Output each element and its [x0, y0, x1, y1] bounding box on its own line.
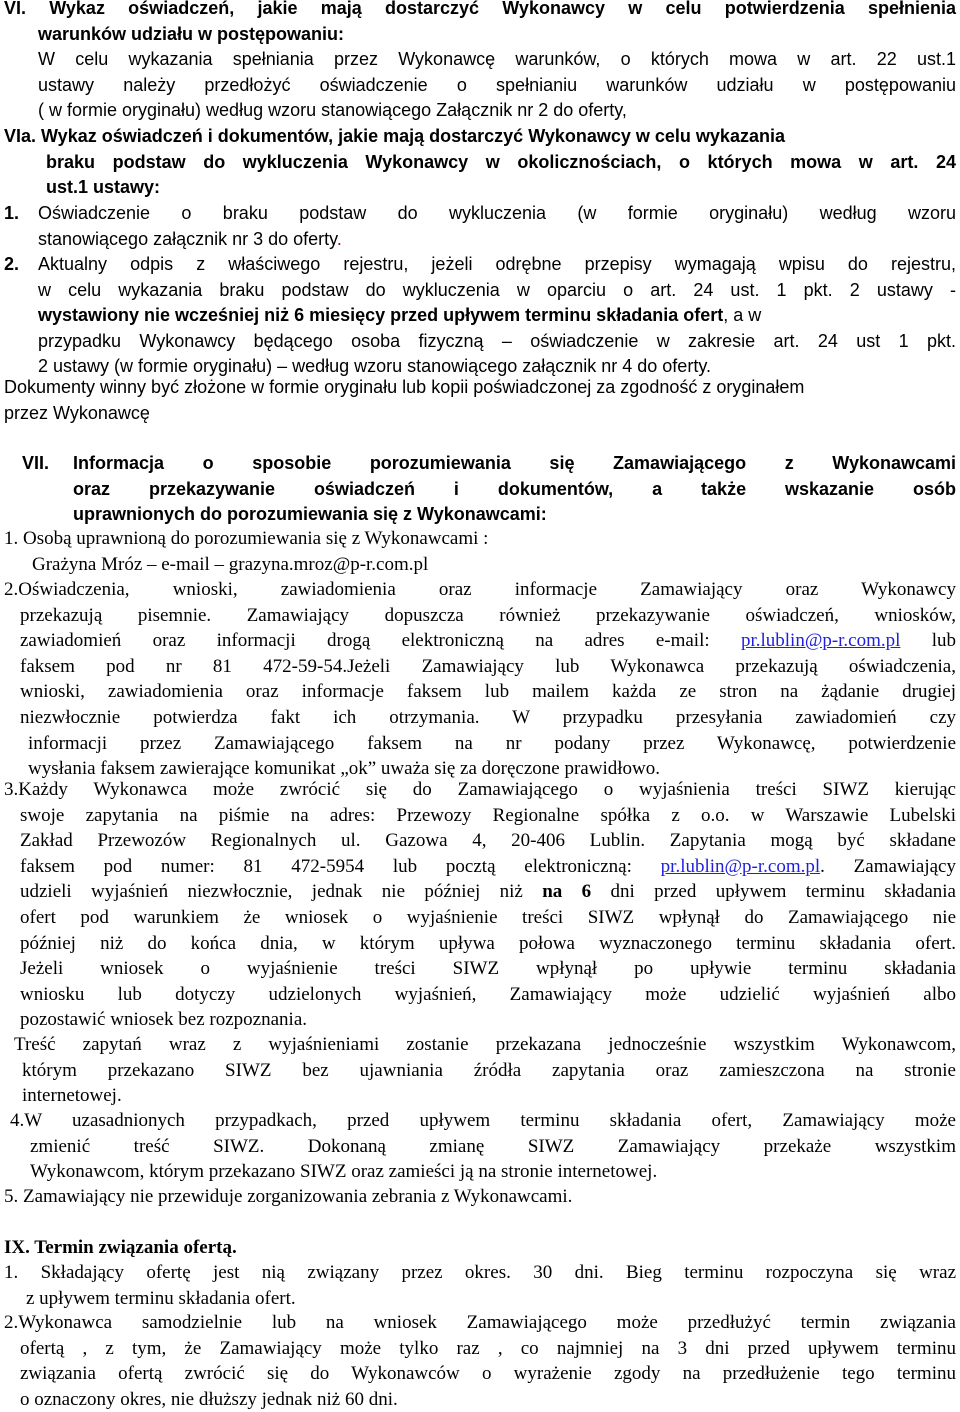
via-item-2-line-1: Aktualny odpis z właściwego rejestru, jeżeli odrębne przepisy wymagają wpisu do rejestru, — [38, 254, 956, 274]
vii-point-3-note-line-3: internetowej. — [22, 1085, 122, 1107]
vii-point-2-line-4: faksem pod nr 81 472-59-54.Jeżeli Zamawiający lub Wykonawca przekazują oświadczenia, — [20, 655, 956, 677]
ix-point-2-line-2: ofertą , z tym, że Zamawiający może tylko raz , co najmniej na 3 dni przed upływem terminu — [20, 1337, 956, 1359]
vii-point-5 — [4, 1184, 956, 1210]
section-vi-paragraph-line-1: W celu wykazania spełniania przez Wykonawcę warunków, o których mowa w art. 22 ust.1 — [38, 49, 956, 69]
section-vi-paragraph-line-3: ( w formie oryginału) według wzoru stanowiącego Załącznik nr 2 do oferty, — [38, 100, 627, 121]
vii-point-5-text: 5. Zamawiający nie przewiduje zorganizowania zebrania z Wykonawcami. — [4, 1186, 573, 1207]
via-item-2-line-2: w celu wykazania braku podstaw do wykluczenia w oparciu o art. 24 ust. 1 pkt. 2 ustawy - — [38, 279, 956, 300]
vii-point-2-line-5: wnioski, zawiadomienia oraz informacje faksem lub mailem każda ze stron na żądanie drugiej — [20, 681, 956, 703]
vii-point-4 — [4, 1108, 956, 1185]
vii-point-4-line-1: 4.W uzasadnionych przypadkach, przed upływem terminu składania ofert, Zamawiający może — [10, 1110, 956, 1131]
section-via-heading-line-1: VIa. Wykaz oświadczeń i dokumentów, jakie mają dostarczyć Wykonawcy w celu wykazania — [4, 126, 785, 146]
via-item-2-line-3-wrap — [4, 303, 956, 329]
section-vi-heading-line-2: warunków udziału w postępowaniu: — [38, 23, 345, 44]
vii-point-3-note — [4, 1032, 956, 1109]
section-ix-heading — [4, 1235, 956, 1261]
vii-point-2-line-3-tail: lub — [931, 630, 957, 652]
vii-point-3-line-8: Jeżeli wniosek o wyjaśnienie treści SIWZ wpłynął po upływie terminu składania — [20, 958, 956, 980]
vii-point-3 — [4, 777, 956, 1033]
ix-point-1-line-1: 1. Składający ofertę jest nią związany przez okres. 30 dni. Bieg terminu rozpoczyna się wraz — [4, 1262, 956, 1283]
via-item-1-line-2-wrap — [4, 227, 956, 253]
section-via-heading — [4, 124, 956, 201]
vii-point-2-line-3-wrap — [20, 628, 956, 654]
vii-point-3-note-line-2: którym przekazano SIWZ bez ujawniania źródła zapytania oraz zamieszczona na stronie — [22, 1059, 956, 1081]
vii-point-3-email-link[interactable]: pr.lublin@p-r.com.pl — [660, 855, 821, 877]
ix-point-2 — [4, 1310, 956, 1412]
vii-point-2-line-1: 2.Oświadczenia, wnioski, zawiadomienia oraz informacje Zamawiający oraz Wykonawcy — [4, 579, 956, 600]
vii-point-4-line-3: Wykonawcom, którym przekazano SIWZ oraz zamieści ją na stronie internetowej. — [30, 1161, 658, 1183]
via-item-1-line-2: stanowiącego załącznik nr 3 do oferty — [38, 228, 337, 249]
vii-point-3-line-6: ofert pod warunkiem że wniosek o wyjaśnienie treści SIWZ wpłynął do Zamawiającego nie — [20, 906, 956, 928]
vii-point-3-line-5-wrap — [20, 879, 956, 905]
ix-point-2-line-3: związania ofertą zwrócić się do Wykonawców o wyrażenie zgody na przedłużenie tego terminu — [20, 1363, 956, 1385]
vii-point-3-line-1: 3.Każdy Wykonawca może zwrócić się do Zamawiającego o wyjaśnienia treści SIWZ kierując — [4, 779, 956, 800]
via-item-2-line-3-tail: , a w — [723, 305, 762, 326]
via-item-1 — [4, 201, 956, 252]
vii-point-3-line-10: pozostawić wniosek bez rozpoznania. — [20, 1009, 308, 1031]
via-item-2-line-5: 2 ustawy (w formie oryginału) – według wzoru stanowiącego załącznik nr 4 do oferty. — [38, 356, 711, 377]
section-via-heading-line-2: braku podstaw do wykluczenia Wykonawcy w okolicznościach, o których mowa w art. 24 — [46, 151, 956, 172]
vii-point-3-line-7: później niż do końca dnia, w którym upływa połowa wyznaczonego terminu składania ofert. — [20, 932, 956, 954]
documents-note-line-2: przez Wykonawcę — [4, 402, 150, 423]
via-item-2-line-4: przypadku Wykonawcy będącego osoba fizyczną – oświadczenie w zakresie art. 24 ust 1 pkt. — [38, 330, 956, 351]
vii-point-3-bold-days: na 6 — [542, 881, 592, 903]
vii-point-3-line-4-wrap — [20, 854, 956, 880]
section-vi-paragraph — [38, 47, 956, 124]
vii-point-1 — [4, 526, 956, 577]
vii-point-1-line-1: 1. Osobą uprawnioną do porozumiewania się z Wykonawcami : — [4, 528, 489, 549]
vii-point-3-line-2: swoje zapytania na piśmie na adres: Przewozy Regionalne spółka z o.o. w Warszawie Lubelski — [20, 804, 956, 826]
section-via-heading-line-3: ust.1 ustawy: — [46, 177, 161, 198]
section-ix-heading-text: IX. Termin związania ofertą. — [4, 1237, 237, 1258]
vii-point-2-line-2: przekazują pisemnie. Zamawiający dopuszcza również przekazywanie oświadczeń, wniosków, — [20, 604, 956, 626]
via-item-1-number: 1. — [4, 203, 20, 223]
section-vii-heading — [4, 451, 956, 528]
vii-point-2-line-7: informacji przez Zamawiającego faksem na nr podany przez Wykonawcę, potwierdzenie — [28, 732, 956, 754]
section-vi-heading-line-1: VI. Wykaz oświadczeń, jakie mają dostarczyć Wykonawcy w celu potwierdzenia spełnienia — [4, 0, 956, 18]
ix-point-1 — [4, 1260, 956, 1311]
vii-point-2-line-3: zawiadomień oraz informacji drogą elektroniczną na adres e-mail: — [20, 630, 710, 652]
vii-point-3-line-5: udzieli wyjaśnień niezwłocznie, jednak nie później niż — [20, 881, 523, 903]
via-item-2 — [4, 252, 956, 380]
via-item-1-line-1: Oświadczenie o braku podstaw do wykluczenia (w formie oryginału) według wzoru — [38, 203, 956, 223]
via-item-1-red-dot: . — [336, 228, 342, 249]
vii-point-2-line-8: wysłania faksem zawierające komunikat „ok” uważa się za doręczone prawidłowo. — [28, 758, 660, 780]
via-item-1-line-1-wrap — [4, 201, 956, 227]
via-item-2-number: 2. — [4, 254, 20, 274]
section-vii-heading-line-3: uprawnionych do porozumiewania się z Wykonawcami: — [73, 504, 547, 525]
vii-point-2 — [4, 577, 956, 782]
ix-point-2-line-4: o oznaczony okres, nie dłuższy jednak niż 60 dni. — [20, 1388, 398, 1410]
via-item-2-line-1-wrap — [4, 252, 956, 278]
section-vi-heading — [4, 0, 956, 47]
documents-note-line-1: Dokumenty winny być złożone w formie oryginału lub kopii poświadczonej za zgodność z oryginałem — [4, 377, 805, 397]
vii-point-1-contact: Grażyna Mróz – e-mail – grazyna.mroz@p-r.com.pl — [32, 553, 429, 575]
documents-note — [4, 375, 956, 426]
vii-point-3-line-9: wniosku lub dotyczy udzielonych wyjaśnień, Zamawiający może udzielić wyjaśnień albo — [20, 983, 956, 1005]
section-vii-number: VII. — [22, 453, 50, 473]
vii-point-3-line-4: faksem pod numer: 81 472-5954 lub pocztą elektroniczną: — [20, 855, 632, 877]
vii-point-3-note-line-1: Treść zapytań wraz z wyjaśnieniami zostanie przekazana jednocześnie wszystkim Wykonawcom, — [14, 1034, 956, 1055]
section-vi-paragraph-line-2: ustawy należy przedłożyć oświadczenie o spełnianiu warunków udziału w postępowaniu — [38, 74, 956, 95]
section-vii-heading-line-2: oraz przekazywanie oświadczeń i dokumentów, a także wskazanie osób — [73, 478, 956, 499]
vii-point-2-line-6: niezwłocznie potwierdza fakt ich otrzymania. W przypadku przesyłania zawiadomień czy — [20, 706, 956, 728]
vii-point-4-line-2: zmienić treść SIWZ. Dokonaną zmianę SIWZ Zamawiający przekaże wszystkim — [30, 1135, 956, 1157]
ix-point-2-line-1: 2.Wykonawca samodzielnie lub na wniosek Zamawiającego może przedłużyć termin związania — [4, 1312, 956, 1333]
vii-point-3-line-4-tail: . Zamawiający — [820, 855, 956, 877]
via-item-2-bold-text: wystawiony nie wcześniej niż 6 miesięcy przed upływem terminu składania ofert — [38, 305, 724, 326]
vii-point-3-line-3: Zakład Przewozów Regionalnych ul. Gazowa 4, 20-406 Lublin. Zapytania mogą być składane — [20, 830, 956, 852]
vii-point-2-email-link[interactable]: pr.lublin@p-r.com.pl — [740, 630, 901, 652]
ix-point-1-line-2: z upływem terminu składania ofert. — [26, 1287, 296, 1309]
vii-point-3-line-5-tail: dni przed upływem terminu składania — [610, 881, 956, 903]
section-vii-heading-line-1: Informacja o sposobie porozumiewania się Zamawiającego z Wykonawcami — [73, 453, 956, 473]
